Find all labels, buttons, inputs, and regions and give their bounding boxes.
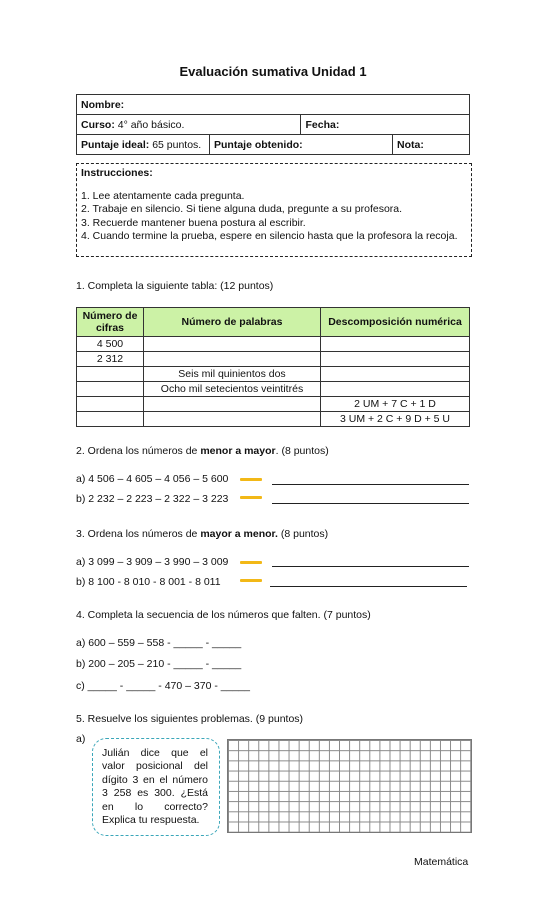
dash-marker: [240, 579, 262, 582]
table-row: [77, 337, 470, 352]
table-cell[interactable]: [144, 397, 321, 412]
q3-item-b: b) 8 100 - 8 010 - 8 001 - 8 011: [76, 576, 221, 588]
dash-marker: [240, 496, 262, 499]
q2-item-a: a) 4 506 – 4 605 – 4 056 – 5 600: [76, 473, 229, 485]
fecha-label: Fecha:: [305, 118, 340, 131]
table-cell[interactable]: [77, 397, 144, 412]
table-cell[interactable]: [77, 367, 144, 382]
q3-prompt: [76, 528, 328, 540]
dash-marker: [240, 561, 262, 564]
nota-cell[interactable]: [393, 135, 470, 155]
puntaje-ideal-value: 65 puntos.: [152, 138, 202, 151]
dash-marker: [240, 478, 262, 481]
header-descomposicion: Descomposición numérica: [321, 308, 470, 337]
table-cell[interactable]: [144, 352, 321, 367]
footer-subject: Matemática: [414, 856, 469, 868]
table-cell[interactable]: [144, 412, 321, 427]
puntaje-ideal-label: Puntaje ideal:: [81, 138, 150, 151]
table-row: [77, 382, 470, 397]
q4-prompt: 4. Completa la secuencia de los números que falten. (7 puntos): [76, 609, 371, 621]
table-cell: 2 UM + 7 C + 1 D: [321, 397, 470, 412]
answer-grid[interactable]: [227, 739, 472, 833]
q1-table: [76, 307, 470, 427]
table-cell[interactable]: [77, 412, 144, 427]
curso-cell: [77, 115, 301, 135]
page-title: Evaluación sumativa Unidad 1: [179, 64, 367, 79]
instruction-item: 4. Cuando termine la prueba, espere en silencio hasta que la profesora la recoja.: [81, 230, 458, 242]
nombre-label: Nombre:: [81, 98, 125, 111]
instruction-item: 2. Trabaje en silencio. Si tiene alguna duda, pregunte a su profesora.: [81, 203, 403, 215]
table-row: [77, 352, 470, 367]
table-cell[interactable]: [321, 337, 470, 352]
q3-prompt-start: 3. Ordena los números de: [76, 528, 201, 540]
q5-prompt: 5. Resuelve los siguientes problemas. (9 puntos): [76, 713, 304, 725]
nota-label: Nota:: [397, 138, 424, 151]
instruction-item: 1. Lee atentamente cada pregunta.: [81, 189, 245, 202]
q2-item-b: b) 2 232 – 2 223 – 2 322 – 3 223: [76, 493, 229, 505]
header-numero-cifras: Número de cifras: [77, 308, 144, 337]
curso-label: Curso:: [81, 118, 115, 131]
q2-prompt-start: 2. Ordena los números de: [76, 445, 201, 457]
student-info-table: [76, 94, 470, 155]
instruction-item: 3. Recuerde mantener buena postura al escribir.: [81, 216, 306, 229]
table-cell: 3 UM + 2 C + 9 D + 5 U: [321, 412, 470, 427]
puntaje-obtenido-cell[interactable]: [210, 135, 393, 155]
instructions-box: [76, 163, 472, 257]
curso-value: 4° año básico.: [117, 118, 185, 131]
q3-prompt-end: (8 puntos): [277, 528, 329, 540]
q3-prompt-bold: mayor a menor.: [200, 528, 278, 540]
table-cell: 2 312: [77, 352, 144, 367]
q3-item-a: a) 3 099 – 3 909 – 3 990 – 3 009: [76, 556, 229, 568]
answer-line[interactable]: [272, 484, 469, 485]
table-cell[interactable]: [321, 367, 470, 382]
table-row: [77, 397, 470, 412]
q4-item-c: c) _____ - _____ - 470 – 370 - _____: [76, 680, 250, 692]
table-cell[interactable]: [144, 337, 321, 352]
q5-item-a-label: a): [76, 733, 86, 745]
table-cell: Seis mil quinientos dos: [144, 367, 321, 382]
q1-prompt: 1. Completa la siguiente tabla: (12 puntos): [76, 280, 274, 292]
q2-prompt: [76, 445, 329, 457]
table-cell[interactable]: [321, 352, 470, 367]
fecha-cell[interactable]: [301, 115, 470, 135]
q2-prompt-end: . (8 puntos): [275, 445, 329, 457]
answer-line[interactable]: [272, 566, 469, 567]
q4-item-a: a) 600 – 559 – 558 - _____ - _____: [76, 637, 242, 649]
table-row: [77, 367, 470, 382]
q2-prompt-bold: menor a mayor: [200, 445, 276, 457]
table-row: [77, 412, 470, 427]
table-cell[interactable]: [77, 382, 144, 397]
nombre-cell[interactable]: [77, 95, 470, 115]
table-cell: 4 500: [77, 337, 144, 352]
answer-line[interactable]: [272, 503, 469, 504]
table-cell[interactable]: [321, 382, 470, 397]
table-cell: Ocho mil setecientos veintitrés: [144, 382, 321, 397]
instructions-heading: Instrucciones:: [81, 167, 153, 179]
puntaje-ideal-cell: [77, 135, 210, 155]
problem-text: Julián dice que el valor posicional del dígito 3 en el número 3 258 es 300. ¿Está en lo correcto? Explica tu respuesta.: [102, 747, 208, 827]
header-numero-palabras: Número de palabras: [144, 308, 321, 337]
puntaje-obtenido-label: Puntaje obtenido:: [214, 138, 303, 151]
answer-line[interactable]: [270, 586, 467, 587]
q4-item-b: b) 200 – 205 – 210 - _____ - _____: [76, 658, 242, 670]
